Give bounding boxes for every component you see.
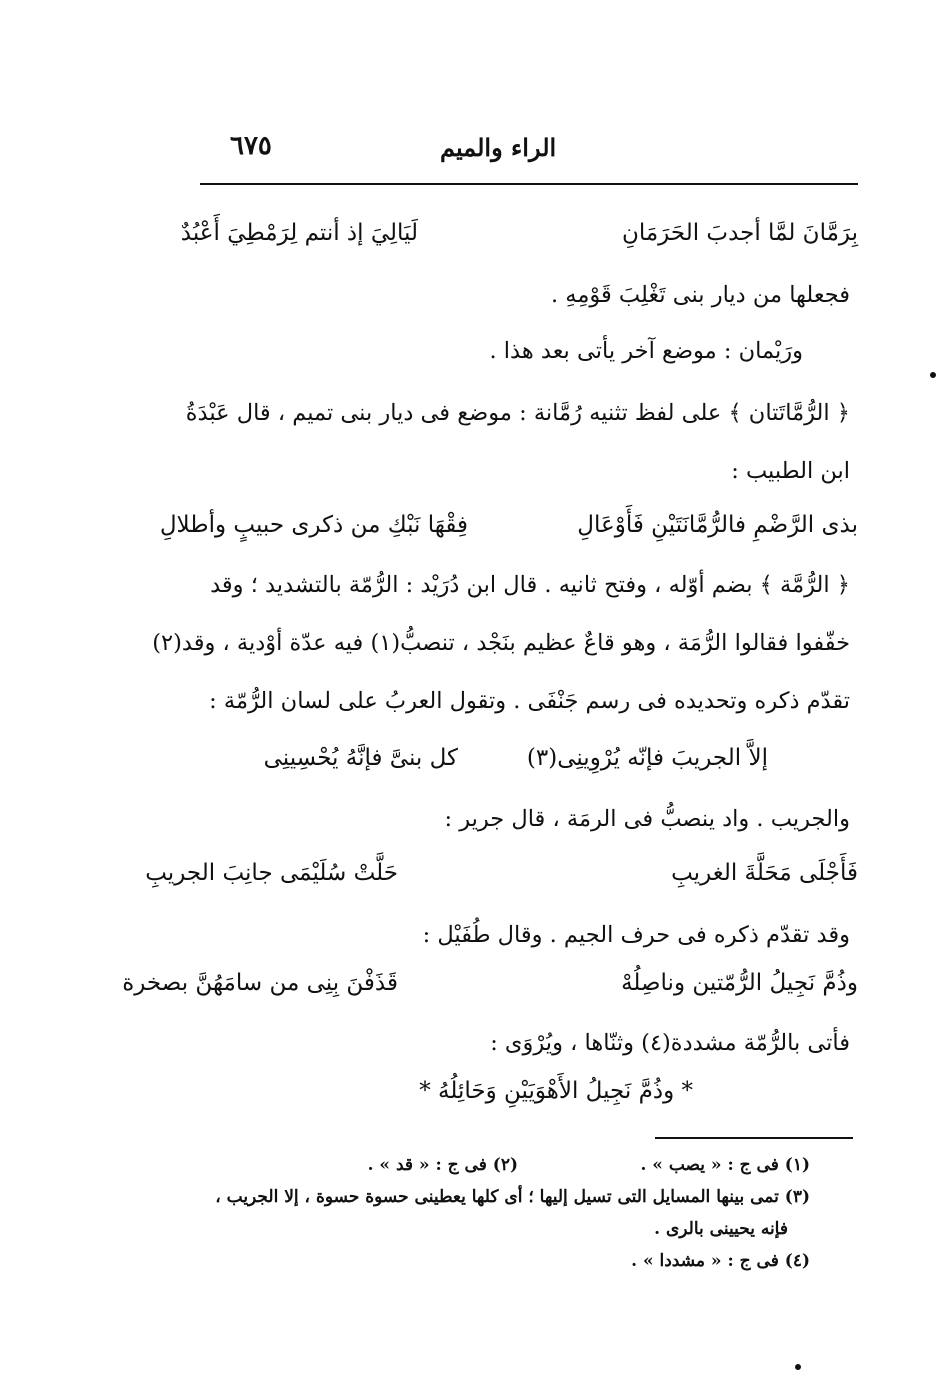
text-line-7: تقدّم ذكره وتحديده فى رسم جَنْفَى . وتقول العربُ على لسان الرُّمّة : [209, 688, 850, 714]
footnote-1: (١) فى ج : « يصب » . [640, 1155, 810, 1175]
text-line-4: ابن الطبيب : [731, 458, 850, 484]
verse5-hemistich-right: قَذَفْنَ بِنِى من سامَهُنَّ بصخرة [122, 970, 398, 996]
text-line-8: والجريب . واد ينصبُّ فى الرمَة ، قال جرير : [444, 806, 850, 832]
text-line-5: ﴿ الرُّمَّة ﴾ بضم أوّله ، وفتح ثانيه . قال ابن دُرَيْد : الرُّمّة بالتشديد ؛ وقد [210, 572, 850, 598]
page-number: ٦٧٥ [230, 131, 272, 161]
verse3-hemistich-right: كل بنىَّ فإنَّهُ يُحْسِينِى [263, 745, 458, 771]
text-line-9: وقد تقدّم ذكره فى حرف الجيم . وقال طُفَيْل : [422, 922, 850, 948]
footnote-rule [655, 1137, 853, 1139]
text-line-10: فأتى بالرُّمّة مشددة(٤) وثنّاها ، ويُرْوَى : [490, 1030, 850, 1056]
verse5-hemistich-left: وذُمَّ نَجِيلُ الرُّمّتين وناصِلُهْ [621, 970, 858, 996]
verse4-hemistich-right: حَلَّتْ سُلَيْمَى جانِبَ الجريبِ [145, 860, 398, 886]
verse1-hemistich-left: بِرَمَّانَ لمَّا أجدبَ الحَرَمَانِ [621, 220, 858, 246]
margin-speck [930, 372, 936, 378]
bottom-speck [795, 1364, 801, 1370]
footnote-3-continuation: فإنه يحيينى بالرى . [654, 1219, 788, 1239]
text-line-6: خفّفوا فقالوا الرُّمَة ، وهو قاعٌ عظيم بنَجْد ، تنصبُّ(١) فيه عدّة أوْدية ، وقد(٢) [152, 630, 850, 656]
text-line-3: ﴿ الرُّمَّاتَتان ﴾ على لفظ تثنيه رُمَّانة : موضع فى ديار بنى تميم ، قال عَبْدَةُ [185, 400, 850, 426]
verse1-hemistich-right: لَيَالِيَ إذ أنتم لِرَمْطِيَ أَعْبُدٌ [180, 220, 418, 246]
footnote-3: (٣) تمى بينها المسايل التى تسيل إليها ؛ أى كلها يعطينى حسوة حسوة ، إلا الجريب ، [215, 1187, 810, 1207]
text-line-1: فجعلها من ديار بنى تَغْلِبَ قَوْمِهِ . [550, 282, 850, 308]
running-header-title: الراء والميم [440, 133, 557, 162]
verse6-line: * وذُمَّ نَجِيلُ الأَهْوَيَيْنِ وَحَائِلُهُ * [419, 1078, 693, 1104]
verse3-hemistich-left: إلاَّ الجريبَ فإنّه يُرْوِينِى(٣) [526, 745, 768, 771]
verse4-hemistich-left: فَأَجْلَى مَحَلَّةَ الغريبِ [671, 860, 858, 886]
footnote-4: (٤) فى ج : « مشددا » . [631, 1251, 810, 1271]
header-rule [200, 183, 858, 185]
verse2-hemistich-right: فِقْهَا نَبْكِ من ذكرى حبيبٍ وأطلالِ [159, 512, 468, 538]
verse2-hemistich-left: بذى الرَّضْمِ فالرُّمَّانَتَيْنِ فَأَوْعَالِ [577, 512, 858, 538]
footnote-2: (٢) فى ج : « قد » . [367, 1155, 518, 1175]
text-line-2: ورَيْمان : موضع آخر يأتى بعد هذا . [489, 338, 803, 364]
